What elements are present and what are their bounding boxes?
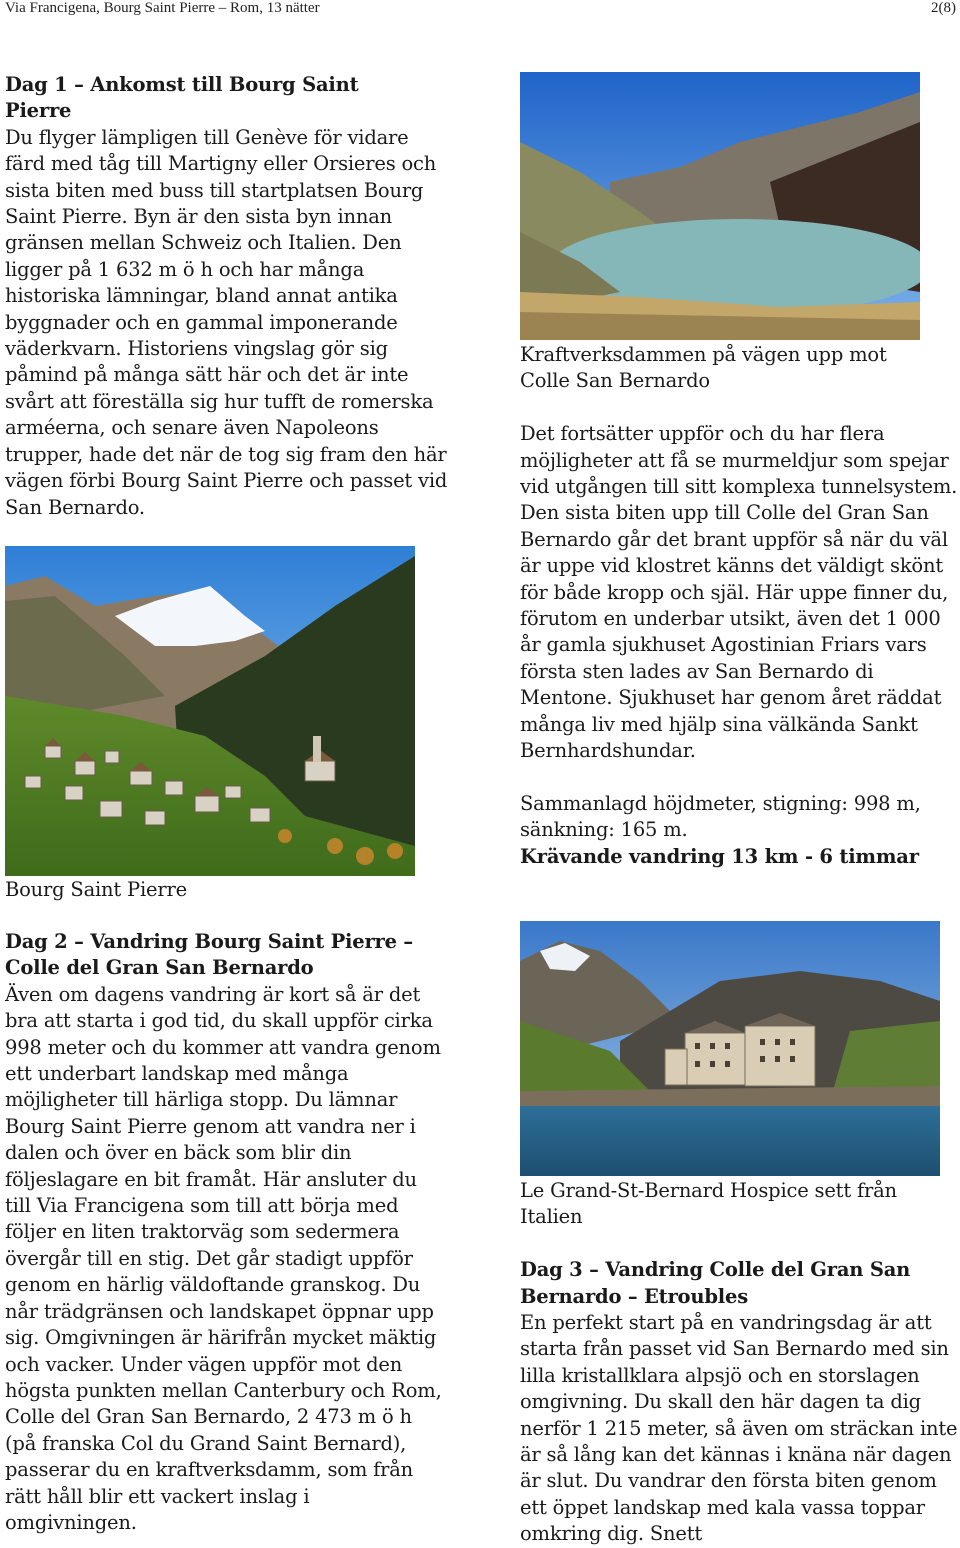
right-text-1 — [520, 342, 960, 870]
day1-section — [5, 72, 450, 521]
day2-continued-text: Det fortsätter uppför och du har flera möjligheter att få se murmeldjur som spejar vid utgången till sitt komplexa tunnelsystem. Den sista biten upp till Colle del Gran San Bernardo går det brant uppför så när du väl är uppe vid klostret känns det väldigt skönt för både kropp och själ. Här uppe finner du, förutom en underbar utsikt, även det 1 000 år gamla sjukhuset Agostinian Friars vars första sten lades av San Bernardo di Mentone. Sjukhuset har genom året räddat många liv med hjälp sina välkända Sankt Bernhardshundar. — [520, 422, 958, 763]
photo-village — [5, 546, 415, 876]
page-number: 2(8) — [931, 0, 956, 16]
day1-text: Du flyger lämpligen till Genève för vidare färd med tåg till Martigny eller Orsieres och sista biten med buss till startplatsen Bourg Saint Pierre. Byn är den sista byn innan gränsen mellan Schweiz och Italien. Den ligger på 1 632 m ö h och har många historiska lämningar, bland annat antika byggnader och en gammal imponerande väderkvarn. Historiens vingslag gör sig påmind på många sätt här och det är inte svårt att föreställa sig hur tufft de romerska arméerna, och senare även Napoleons trupper, hade det när de tog sig fram den här vägen förbi Bourg Saint Pierre och passet vid San Bernardo. — [5, 125, 448, 519]
photo-village-caption: Bourg Saint Pierre — [5, 878, 187, 901]
photo-hospice-caption: Le Grand-St-Bernard Hospice sett från Italien — [520, 1179, 897, 1229]
day2-text: Även om dagens vandring är kort så är det bra att starta i god tid, du skall uppför cirka 998 meter och du kommer att vandra genom ett underbart landskap med många möjligheter till härliga stopp. Du lämnar Bourg Saint Pierre genom att vandra ner i dalen och över en bäck som blir din följeslagare en bit framåt. Här ansluter du till Via Francigena som till att börja med följer en liten traktorväg som sedermera övergår till en stig. Det går stadigt uppför genom en härlig väldoftande granskog. Du når trädgränsen och landskapet öppnar upp sig. Omgivningen är härifrån mycket mäktig och vacker. Under vägen uppför mot den högsta punkten mellan Canterbury och Rom, Colle del Gran San Bernardo, 2 473 m ö h (på franska Col du Grand Saint Bernard), passerar du en kraftverksdamm, som från rätt håll blir ett vackert inslag i omgivningen. — [5, 982, 442, 1534]
day2-heading: Dag 2 – Vandring Bourg Saint Pierre – Colle del Gran San Bernardo — [5, 930, 413, 980]
day2-stats: Sammanlagd höjdmeter, stigning: 998 m, sänkning: 165 m. — [520, 791, 921, 842]
day2-difficulty: Krävande vandring 13 km - 6 timmar — [520, 844, 919, 868]
photo-hospice — [520, 921, 940, 1176]
day3-heading: Dag 3 – Vandring Colle del Gran San Bernardo – Etroubles — [520, 1258, 911, 1308]
right-text-2 — [520, 1178, 960, 1548]
photo-dam-caption: Kraftverksdammen på vägen upp mot Colle San Bernardo — [520, 343, 887, 393]
page-header — [0, 0, 960, 20]
photo-dam — [520, 72, 920, 340]
day2-section — [5, 929, 445, 1536]
day1-heading: Dag 1 – Ankomst till Bourg Saint Pierre — [5, 73, 359, 123]
day3-text: En perfekt start på en vandringsdag är att starta från passet vid San Bernardo med sin lilla kristallklara alpsjö och en storslagen omgivning. Du skall den här dagen ta dig nerför 1 215 meter, så även om sträckan inte är så lång kan det kännas i knäna när dagen är slut. Du vandrar den första biten genom ett öppet landskap med kala vassa toppar omkring dig. Snett — [520, 1311, 958, 1546]
document-title: Via Francigena, Bourg Saint Pierre – Rom, 13 nätter — [5, 0, 320, 16]
village-caption-wrap — [5, 877, 450, 903]
